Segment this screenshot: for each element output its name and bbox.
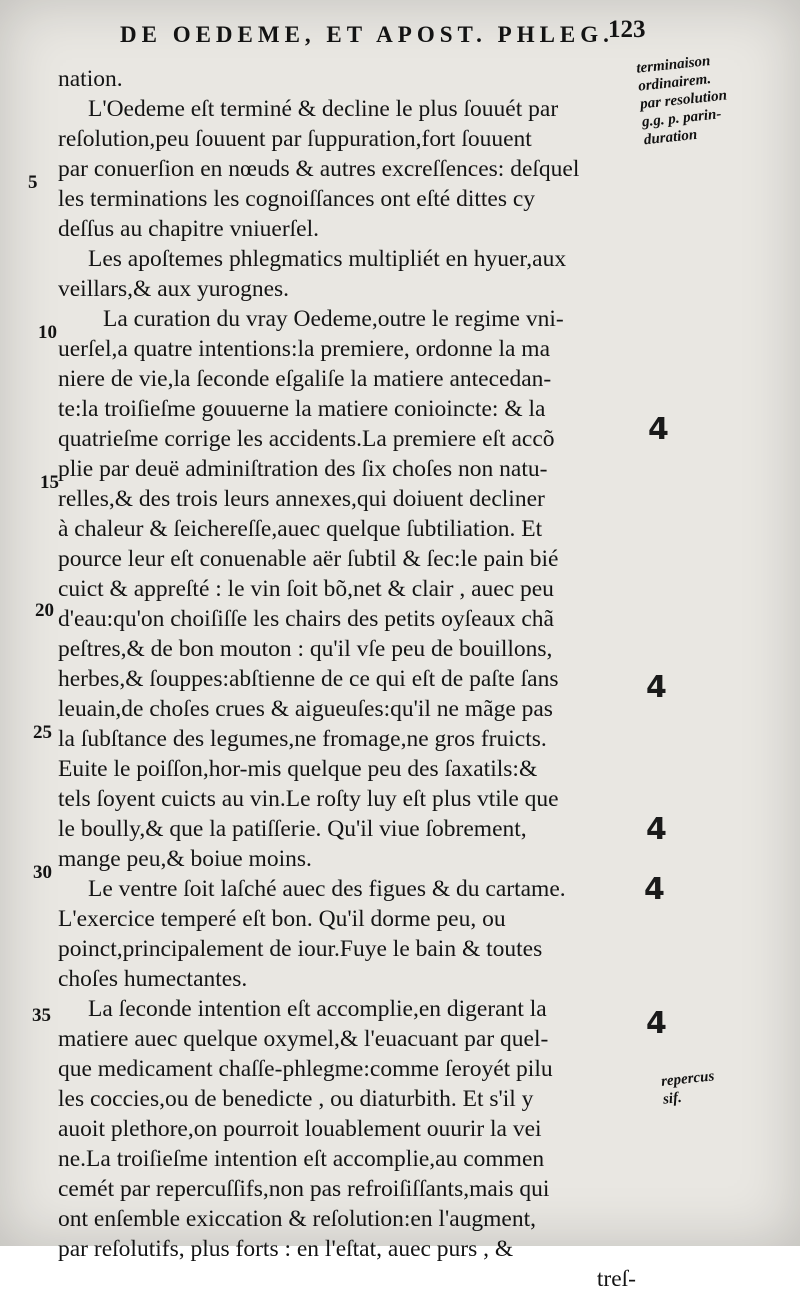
text-line: reſolution,peu ſouuent par ſuppuration,fort ſouuent bbox=[58, 126, 532, 152]
text-line: te:la troiſieſme gouuerne la matiere conioincte: & la bbox=[58, 396, 546, 422]
margin-mark: 4 bbox=[644, 872, 665, 907]
text-line: L'exercice temperé eſt bon. Qu'il dorme peu, ou bbox=[58, 906, 506, 932]
margin-mark: 4 bbox=[646, 812, 667, 847]
text-line: cuict & appreſté : le vin ſoit bõ,net & clair , auec peu bbox=[58, 576, 554, 602]
text-line: le boully,& que la patiſſerie. Qu'il viue ſobrement, bbox=[58, 816, 527, 842]
page-number: 123 bbox=[608, 16, 646, 43]
text-line: deſſus au chapitre vniuerſel. bbox=[58, 216, 320, 242]
line-number: 25 bbox=[33, 722, 52, 743]
text-line: Le ventre ſoit laſché auec des figues & du cartame. bbox=[88, 876, 566, 902]
line-number: 10 bbox=[38, 322, 57, 343]
line-number: 20 bbox=[35, 600, 54, 621]
text-line: quatrieſme corrige les accidents.La premiere eſt accõ bbox=[58, 426, 555, 452]
text-line: pource leur eſt conuenable aër ſubtil & ſec:le pain bié bbox=[58, 546, 559, 572]
text-line: herbes,& ſouppes:abſtienne de ce qui eſt de paſte ſans bbox=[58, 666, 559, 692]
text-line: choſes humectantes. bbox=[58, 966, 248, 992]
text-line: veillars,& aux yurognes. bbox=[58, 276, 290, 302]
handwritten-margin-note: terminaison ordinairem. par resolution g.g. p. parin- duration bbox=[635, 53, 728, 149]
margin-mark: 4 bbox=[646, 1006, 667, 1041]
text-line: La ſeconde intention eſt accomplie,en digerant la bbox=[88, 996, 547, 1022]
text-line: ne.La troiſieſme intention eſt accomplie,au commen bbox=[58, 1146, 545, 1172]
margin-mark: 4 bbox=[646, 670, 667, 705]
text-line: les coccies,ou de benedicte , ou diaturbith. Et s'il y bbox=[58, 1086, 534, 1112]
text-line: leuain,de choſes crues & aigueuſes:qu'il ne mãge pas bbox=[58, 696, 553, 722]
text-line: cemét par repercuſſifs,non pas refroiſiſſants,mais qui bbox=[58, 1176, 550, 1202]
text-line: Euite le poiſſon,hor-mis quelque peu des ſaxatils:& bbox=[58, 756, 538, 782]
text-line: d'eau:qu'on choiſiſſe les chairs des petits oyſeaux chã bbox=[58, 606, 554, 632]
text-line: poinct,principalement de iour.Fuye le bain & toutes bbox=[58, 936, 543, 962]
text-line: L'Oedeme eſt terminé & decline le plus ſouuét par bbox=[88, 96, 559, 122]
text-line: plie par deuë adminiſtration des ſix choſes non natu- bbox=[58, 456, 548, 482]
text-line: auoit plethore,on pourroit louablement ouurir la vei bbox=[58, 1116, 542, 1142]
text-line: tels ſoyent cuicts au vin.Le roſty luy eſt plus vtile que bbox=[58, 786, 559, 812]
text-line: Les apoſtemes phlegmatics multipliét en hyuer,aux bbox=[88, 246, 567, 272]
margin-mark: 4 bbox=[648, 412, 669, 447]
line-number: 35 bbox=[32, 1005, 51, 1026]
text-line: relles,& des trois leurs annexes,qui doiuent decliner bbox=[58, 486, 545, 512]
text-line: matiere auec quelque oxymel,& l'euacuant par quel- bbox=[58, 1026, 549, 1052]
line-number: 5 bbox=[28, 172, 38, 193]
text-line: niere de vie,la ſeconde eſgaliſe la matiere antecedan- bbox=[58, 366, 552, 392]
text-line: que medicament chaſſe-phlegme:comme ſeroyét pilu bbox=[58, 1056, 553, 1082]
text-line: uerſel,a quatre intentions:la premiere, ordonne la ma bbox=[58, 336, 550, 362]
text-line: La curation du vray Oedeme,outre le regime vni- bbox=[103, 306, 564, 332]
text-line: treſ- bbox=[596, 1266, 636, 1292]
text-line: à chaleur & ſeichereſſe,auec quelque ſubtiliation. Et bbox=[58, 516, 543, 542]
running-title: DE OEDEME, ET APOST. PHLEG. bbox=[120, 22, 614, 47]
text-line: la ſubſtance des legumes,ne fromage,ne gros fruicts. bbox=[58, 726, 547, 752]
line-number: 15 bbox=[40, 472, 59, 493]
text-line: nation. bbox=[58, 66, 123, 92]
handwritten-margin-note: repercus sif. bbox=[660, 1068, 716, 1108]
text-line: mange peu,& boiue moins. bbox=[58, 846, 312, 872]
text-line: par reſolutifs, plus forts : en l'eſtat, auec purs , & bbox=[58, 1236, 514, 1262]
text-line: peſtres,& de bon mouton : qu'il vſe peu de bouillons, bbox=[58, 636, 553, 662]
text-line: par conuerſion en nœuds & autres excreſſences: deſquel bbox=[58, 156, 580, 182]
text-line: les terminations les cognoiſſances ont eſté dittes cy bbox=[58, 186, 536, 212]
text-line: ont enſemble exiccation & reſolution:en l'augment, bbox=[58, 1206, 537, 1232]
line-number: 30 bbox=[33, 862, 52, 883]
